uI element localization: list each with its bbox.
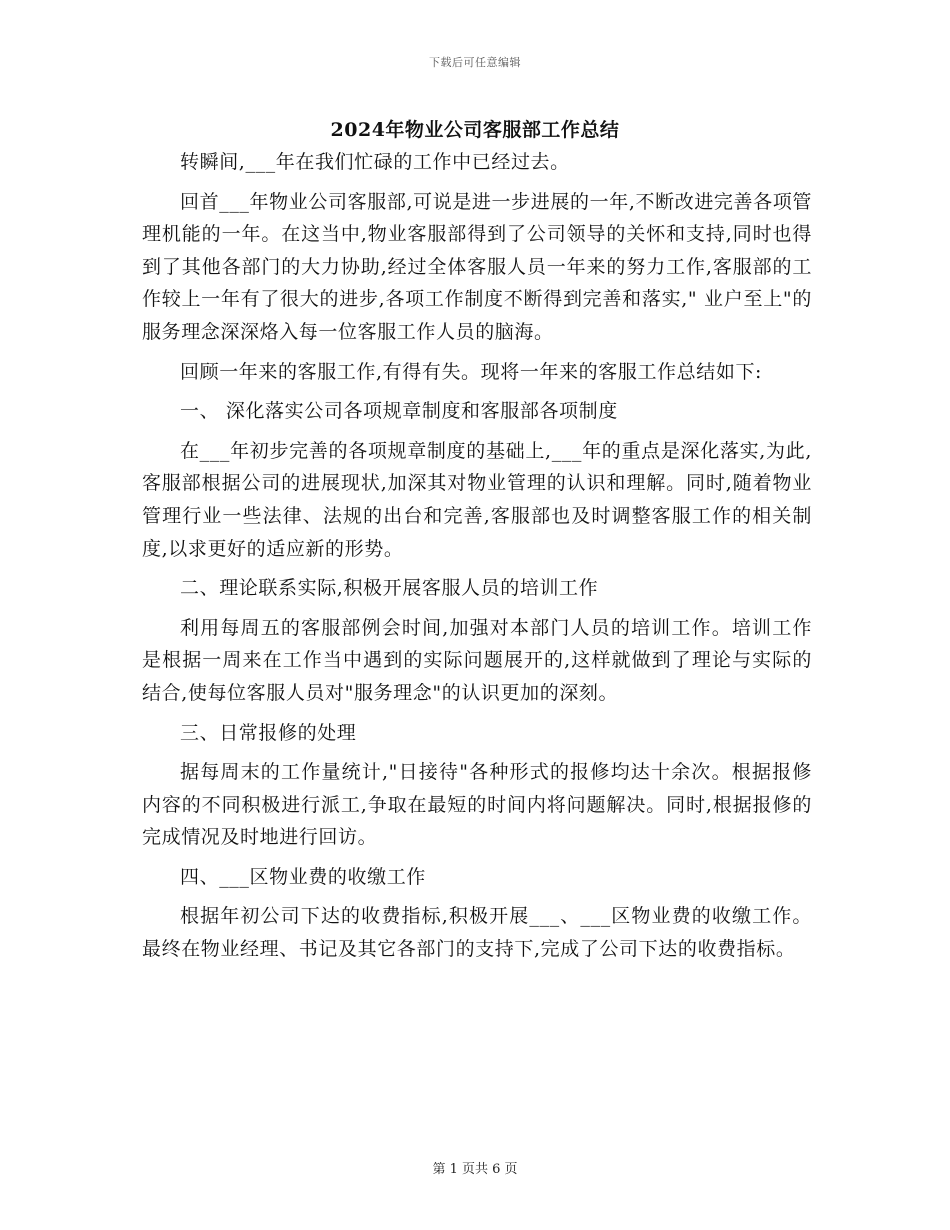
page-footer: 第 1 页共 6 页 xyxy=(432,1162,518,1177)
document-title: 2024年物业公司客服部工作总结 xyxy=(330,119,620,141)
header-note: 下载后可任意编辑 xyxy=(429,56,521,69)
section-heading-2: 二、理论联系实际,积极开展客服人员的培训工作 xyxy=(180,577,599,600)
section-heading-4: 四、___区物业费的收缴工作 xyxy=(180,865,426,888)
paragraph-section-2: 利用每周五的客服部例会时间,加强对本部门人员的培训工作。培训工作是根据一周来在工作当中遇到的实际问题展开的,这样就做到了理论与实际的结合,使每位客服人员对"服务理念"的认识更加的深刻。 xyxy=(142,616,812,704)
paragraph-summary-lead: 回顾一年来的客服工作,有得有失。现将一年来的客服工作总结如下: xyxy=(180,360,763,383)
paragraph-section-3: 据每周末的工作量统计,"日接待"各种形式的报修均达十余次。根据报修内容的不同积极进行派工,争取在最短的时间内将问题解决。同时,根据报修的完成情况及时地进行回访。 xyxy=(142,761,812,849)
paragraph-section-4: 根据年初公司下达的收费指标,积极开展___、___区物业费的收缴工作。最终在物业经理、书记及其它各部门的支持下,完成了公司下达的收费指标。 xyxy=(142,905,812,961)
section-heading-3: 三、日常报修的处理 xyxy=(180,721,357,744)
paragraph-review: 回首___年物业公司客服部,可说是进一步进展的一年,不断改进完善各项管理机能的一年。在这当中,物业客服部得到了公司领导的关怀和支持,同时也得到了其他各部门的大力协助,经过全体客服人员一年来的努力工作,客服部的工作较上一年有了很大的进步,各项工作制度不断得到完善和落实," 业户至上"的服务理念深深烙入每一位客服工作人员的脑海。 xyxy=(142,190,812,343)
paragraph-intro: 转瞬间,___年在我们忙碌的工作中已经过去。 xyxy=(180,151,570,173)
section-heading-1: 一、 深化落实公司各项规章制度和客服部各项制度 xyxy=(180,400,618,423)
paragraph-section-1: 在___年初步完善的各项规章制度的基础上,___年的重点是深化落实,为此,客服部根据公司的进展现状,加深其对物业管理的认识和理解。同时,随着物业管理行业一些法律、法规的出台和完善,客服部也及时调整客服工作的相关制度,以求更好的适应新的形势。 xyxy=(142,439,812,560)
document-body xyxy=(142,146,812,973)
